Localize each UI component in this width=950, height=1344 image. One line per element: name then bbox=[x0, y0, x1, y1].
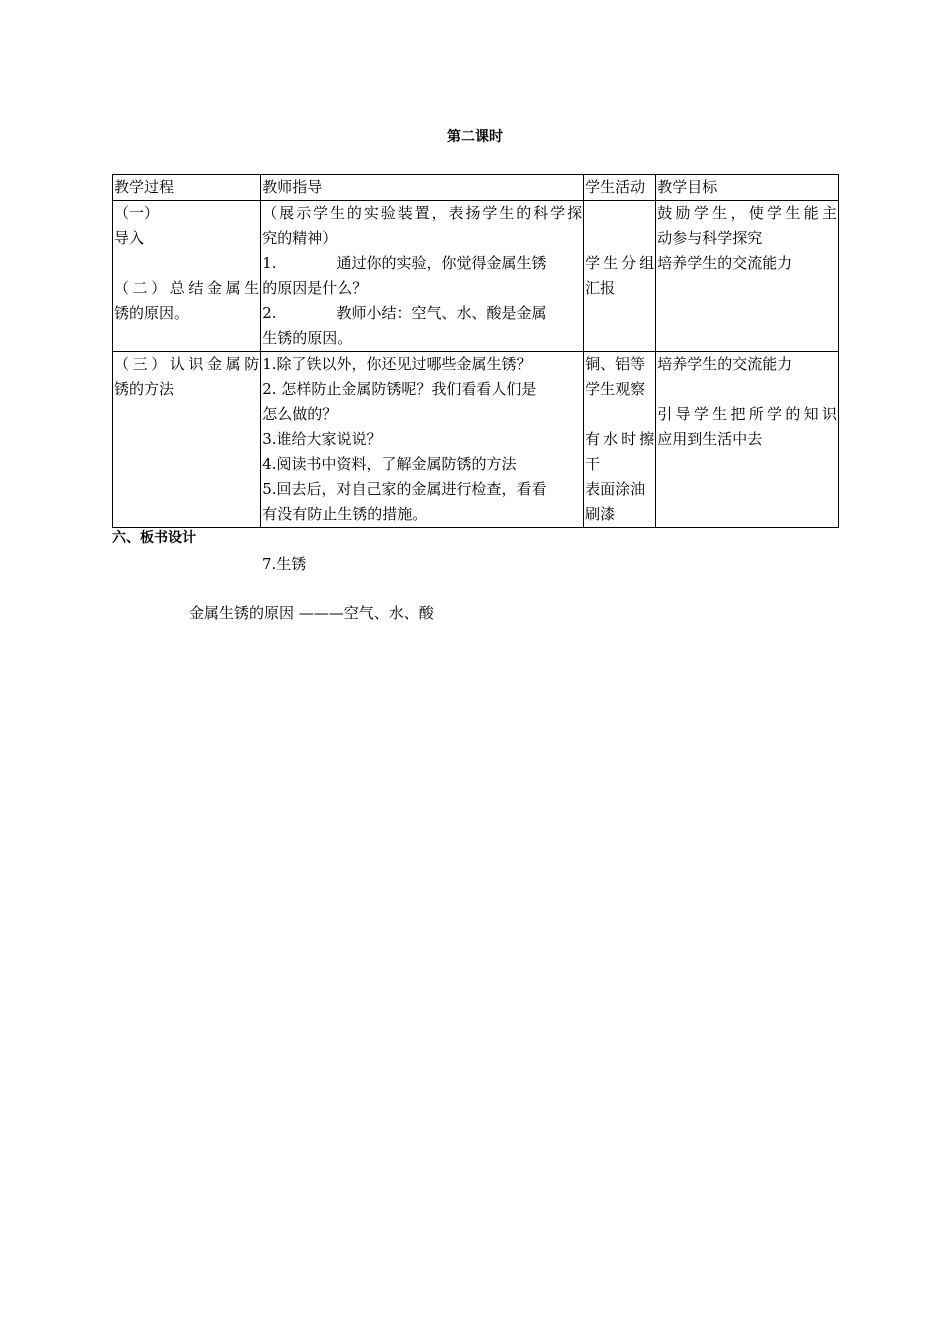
teacher-text: 究的精神） bbox=[262, 229, 338, 247]
teacher-text: 4.阅读书中资料，了解金属防锈的方法 bbox=[262, 455, 517, 473]
board-summary-line: 金属生锈的原因 ———空气、水、酸 bbox=[189, 604, 434, 622]
goal-text: 应用到生活中去 bbox=[657, 430, 763, 448]
board-design-heading: 六、板书设计 bbox=[112, 530, 196, 546]
row2-process-cell bbox=[113, 352, 261, 528]
student-text: 学生分组 bbox=[585, 254, 655, 272]
goal-text: 动参与科学探究 bbox=[657, 229, 763, 247]
table-row bbox=[113, 352, 839, 528]
row2-goal-cell bbox=[656, 352, 839, 528]
student-text: 刷漆 bbox=[585, 505, 616, 523]
teacher-text: 1.除了铁以外，你还见过哪些金属生锈？ bbox=[262, 355, 532, 373]
process-text: （三）认识金属防 bbox=[114, 355, 260, 373]
student-text bbox=[585, 226, 654, 251]
goal-text bbox=[657, 377, 837, 402]
teacher-text: 3.谁给大家说说？ bbox=[262, 430, 382, 448]
goal-text: 培养学生的交流能力 bbox=[657, 254, 793, 272]
header-process: 教学过程 bbox=[113, 175, 261, 201]
row2-student-cell bbox=[584, 352, 656, 528]
student-text: 学生观察 bbox=[585, 380, 646, 398]
page-title: 第二课时 bbox=[447, 129, 503, 145]
process-text: 锈的原因。 bbox=[114, 304, 190, 322]
process-text bbox=[114, 251, 259, 276]
goal-text: 引导学生把所学的知识 bbox=[657, 405, 837, 423]
header-teacher: 教师指导 bbox=[261, 175, 584, 201]
teacher-text: 通过你的实验，你觉得金属生锈 bbox=[336, 254, 547, 272]
teacher-text: 2. 怎样防止金属防锈呢？我们看看人们是 bbox=[262, 380, 537, 398]
lesson-table bbox=[112, 174, 839, 528]
teacher-text: 生锈的原因。 bbox=[262, 329, 353, 347]
student-text bbox=[585, 201, 654, 226]
header-student: 学生活动 bbox=[584, 175, 656, 201]
header-goal: 教学目标 bbox=[656, 175, 839, 201]
row1-process-cell bbox=[113, 201, 261, 352]
teacher-text: 有没有防止生锈的措施。 bbox=[262, 505, 428, 523]
row1-student-cell bbox=[584, 201, 656, 352]
process-text: （二）总结金属生 bbox=[114, 279, 260, 297]
student-text: 汇报 bbox=[585, 279, 616, 297]
student-text bbox=[585, 402, 654, 427]
process-text: 锈的方法 bbox=[114, 380, 175, 398]
teacher-item-number: 2. bbox=[262, 304, 277, 322]
teacher-text: 5.回去后，对自己家的金属进行检查，看看 bbox=[262, 480, 547, 498]
teacher-item-number: 1. bbox=[262, 254, 277, 272]
row1-goal-cell bbox=[656, 201, 839, 352]
goal-text: 培养学生的交流能力 bbox=[657, 355, 793, 373]
student-text: 干 bbox=[585, 455, 601, 473]
process-text: 导入 bbox=[114, 229, 145, 247]
teacher-text: 怎么做的？ bbox=[262, 405, 338, 423]
teacher-text: （展示学生的实验装置，表扬学生的科学探 bbox=[262, 204, 583, 222]
row1-teacher-cell bbox=[261, 201, 584, 352]
table-header-row bbox=[113, 175, 839, 201]
row2-teacher-cell bbox=[261, 352, 584, 528]
goal-text: 鼓励学生，使学生能主 bbox=[657, 204, 837, 222]
teacher-text: 的原因是什么？ bbox=[262, 279, 368, 297]
table-row bbox=[113, 201, 839, 352]
student-text: 有水时擦 bbox=[585, 430, 655, 448]
board-title: 7.生锈 bbox=[262, 555, 307, 573]
student-text: 铜、铝等 bbox=[585, 355, 646, 373]
teacher-text: 教师小结：空气、水、酸是金属 bbox=[336, 304, 547, 322]
student-text: 表面涂油 bbox=[585, 480, 646, 498]
process-text: （一） bbox=[114, 204, 160, 222]
